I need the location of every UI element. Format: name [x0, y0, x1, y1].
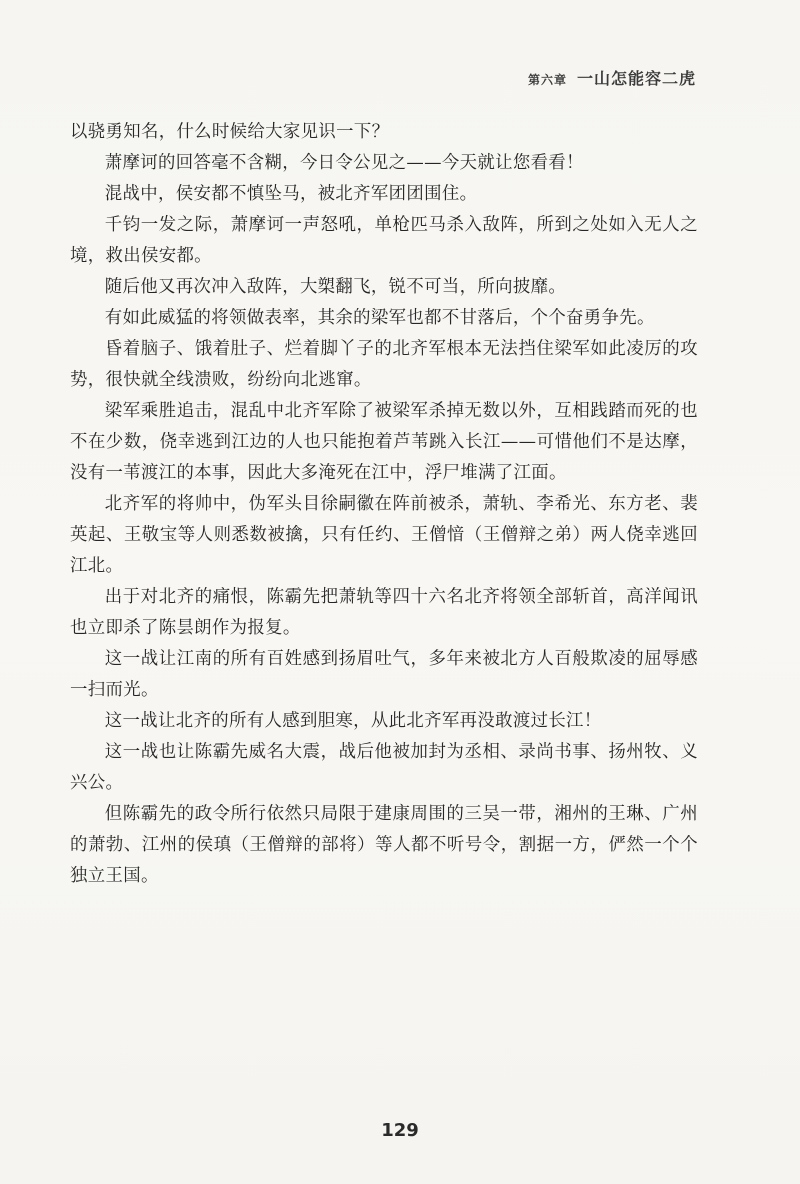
page-number: 129: [381, 1120, 419, 1141]
paragraph: 梁军乘胜追击，混乱中北齐军除了被梁军杀掉无数以外，互相践踏而死的也不在少数，侥幸逃到江边的人也只能抱着芦苇跳入长江——可惜他们不是达摩，没有一苇渡江的本事，因此大多淹死在江中，浮尸堆满了江面。: [70, 401, 698, 483]
paragraph: 但陈霸先的政令所行依然只局限于建康周围的三吴一带，湘州的王琳、广州的萧勃、江州的侯瑱（王僧辩的部将）等人都不听号令，割据一方，俨然一个个独立王国。: [70, 804, 698, 886]
paragraph: 随后他又再次冲入敌阵，大槊翻飞，锐不可当，所向披靡。: [104, 277, 567, 297]
paragraph: 混战中，侯安都不慎坠马，被北齐军团团围住。: [104, 184, 478, 204]
paragraph-continued: 以骁勇知名，什么时候给大家见识一下？: [70, 122, 390, 142]
paragraph: 萧摩诃的回答毫不含糊，今日令公见之——今天就让您看看！: [104, 153, 584, 173]
paragraph: 这一战让江南的所有百姓感到扬眉吐气，多年来被北方人百般欺凌的屈辱感一扫而光。: [70, 649, 698, 700]
paragraph: 出于对北齐的痛恨，陈霸先把萧轨等四十六名北齐将领全部斩首，高洋闻讯也立即杀了陈昙朗作为报复。: [70, 587, 698, 638]
chapter-number: 第六章: [527, 73, 567, 87]
paragraph: 千钧一发之际，萧摩诃一声怒吼，单枪匹马杀入敌阵，所到之处如入无人之境，救出侯安都。: [70, 215, 698, 266]
paragraph: 有如此威猛的将领做表率，其余的梁军也都不甘落后，个个奋勇争先。: [104, 308, 655, 328]
paragraph: 北齐军的将帅中，伪军头目徐嗣徽在阵前被杀，萧轨、李希光、东方老、裴英起、王敬宝等人则悉数被擒，只有任约、王僧愔（王僧辩之弟）两人侥幸逃回江北。: [70, 494, 698, 576]
paragraph: 这一战也让陈霸先威名大震，战后他被加封为丞相、录尚书事、扬州牧、义兴公。: [70, 742, 698, 793]
paragraph: 这一战让北齐的所有人感到胆寒，从此北齐军再没敢渡过长江！: [104, 711, 602, 731]
chapter-title: 一山怎能容二虎: [576, 69, 696, 88]
running-header: [528, 66, 696, 89]
paragraph: 昏着脑子、饿着肚子、烂着脚丫子的北齐军根本无法挡住梁军如此凌厉的攻势，很快就全线溃败，纷纷向北逃窜。: [70, 339, 698, 390]
body-text: [70, 117, 698, 892]
